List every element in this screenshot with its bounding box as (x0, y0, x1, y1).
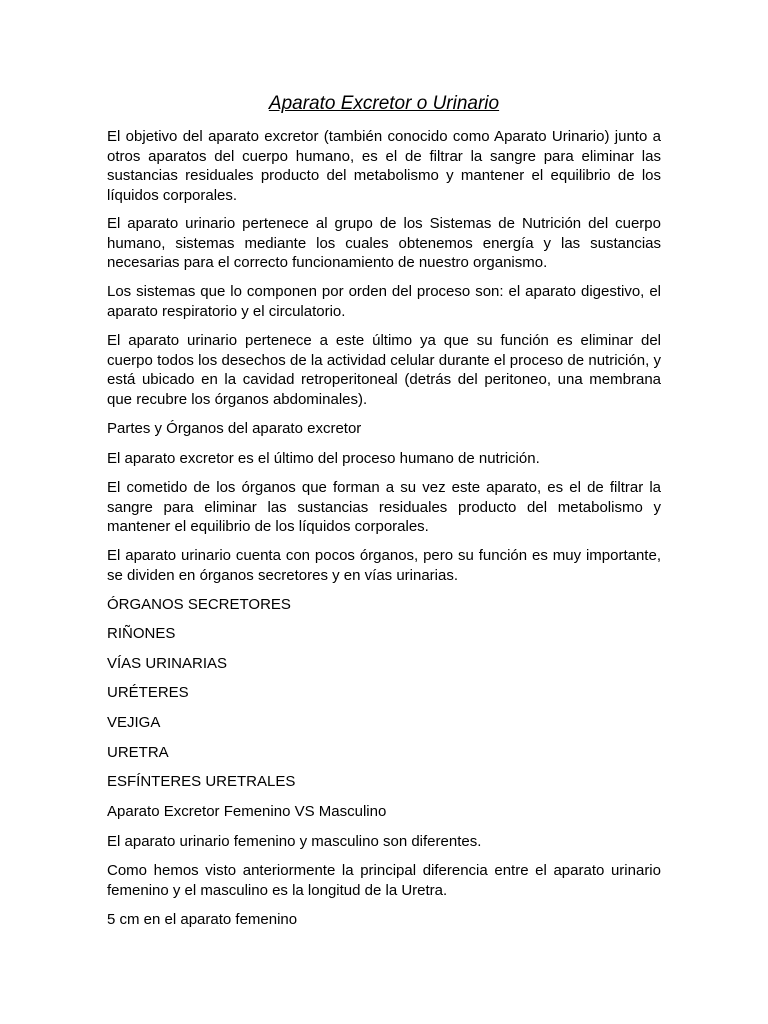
paragraph-femenino-vs-masculino: Aparato Excretor Femenino VS Masculino (107, 803, 387, 820)
paragraph-partes-organos: Partes y Órganos del aparato excretor (107, 420, 362, 437)
paragraph-ultimo-funcion: El aparato urinario pertenece a este último ya que su función es eliminar del cuerpo todos los desechos de la actividad celular durante el proceso de nutrición, y está ubicado en la cavidad retroperitoneal (detrás del peritoneo, una membrana que recubre los órganos abdominales). (107, 332, 661, 408)
list-item-ureteres: URÉTERES (107, 684, 189, 701)
paragraph-son-diferentes: El aparato urinario femenino y masculino son diferentes. (107, 833, 482, 850)
paragraph-sistemas-componen: Los sistemas que lo componen por orden del proceso son: el aparato digestivo, el aparato respiratorio y el circulatorio. (107, 283, 661, 320)
paragraph-pocos-organos: El aparato urinario cuenta con pocos órganos, pero su función es muy importante, se dividen en órganos secretores y en vías urinarias. (107, 547, 661, 584)
paragraph-ultimo-proceso: El aparato excretor es el último del proceso humano de nutrición. (107, 450, 540, 467)
paragraph-diferencia-uretra: Como hemos visto anteriormente la principal diferencia entre el aparato urinario femenino y el masculino es la longitud de la Uretra. (107, 862, 661, 899)
list-item-rinones: RIÑONES (107, 625, 176, 642)
list-item-esfinteres: ESFÍNTERES URETRALES (107, 773, 296, 790)
document-title: Aparato Excretor o Urinario (268, 93, 500, 114)
list-item-organos-secretores: ÓRGANOS SECRETORES (107, 596, 291, 613)
list-item-vias-urinarias: VÍAS URINARIAS (107, 655, 228, 672)
list-item-vejiga: VEJIGA (107, 714, 161, 731)
list-item-uretra: URETRA (107, 744, 169, 761)
paragraph-5cm-femenino: 5 cm en el aparato femenino (107, 911, 298, 928)
paragraph-cometido: El cometido de los órganos que forman a su vez este aparato, es el de filtrar la sangre para eliminar las sustancias residuales producto del metabolismo y mantener el equilibrio de los líquidos corporales. (107, 479, 661, 536)
paragraph-objetivo: El objetivo del aparato excretor (también conocido como Aparato Urinario) junto a otros aparatos del cuerpo humano, es el de filtrar la sangre para eliminar las sustancias residuales producto del metabolismo y mantener el equilibrio de los líquidos corporales. (107, 128, 661, 204)
paragraph-sistemas-nutricion: El aparato urinario pertenece al grupo de los Sistemas de Nutrición del cuerpo humano, sistemas mediante los cuales obtenemos energía y las sustancias necesarias para el correcto funcionamiento de nuestro organismo. (107, 215, 661, 272)
